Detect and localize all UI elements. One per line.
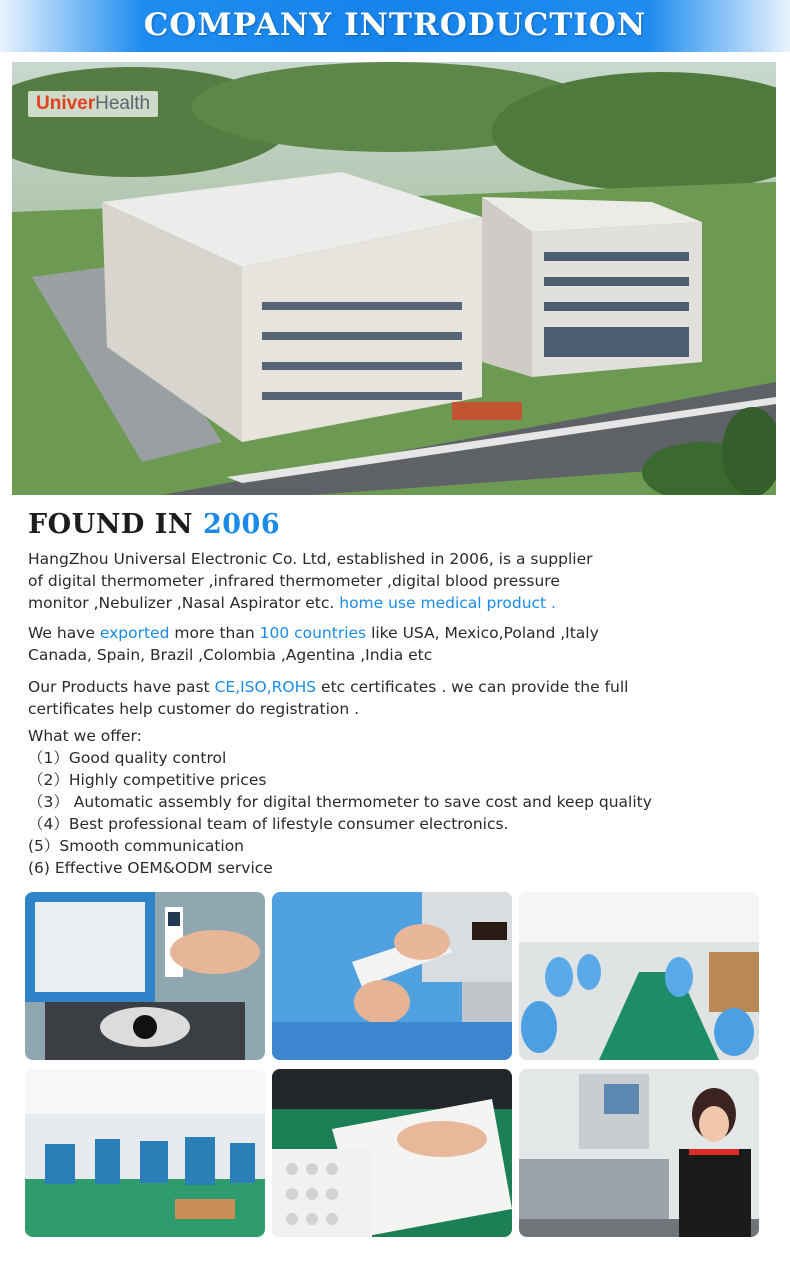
certs-text-2: etc certificates . we can provide the full [316, 678, 629, 696]
certs-line-1 [28, 676, 748, 698]
factory-floor-photo [25, 1069, 265, 1237]
offer-item: （3） Automatic assembly for digital thermometer to save cost and keep quality [28, 793, 652, 811]
certs-highlight: CE,ISO,ROHS [214, 678, 317, 696]
intro-line-1: HangZhou Universal Electronic Co. Ltd, established in 2006, is a supplier [28, 550, 593, 568]
export-text-3: like USA, Mexico,Poland ,Italy [366, 624, 599, 642]
assembly-hands-photo [272, 892, 512, 1060]
found-in-year: 2006 [202, 509, 281, 540]
export-line-2: Canada, Spain, Brazil ,Colombia ,Agentina ,India etc [28, 646, 433, 664]
offer-item: (6) Effective OEM&ODM service [28, 859, 273, 877]
offer-item: （1）Good quality control [28, 749, 227, 767]
packaging-tray-photo [272, 1069, 512, 1237]
offer-list [28, 725, 748, 879]
thermometer-testing-photo [25, 892, 265, 1060]
found-in-heading [28, 509, 280, 540]
logo-part2: Health [95, 93, 151, 114]
intro-line-3-highlight: home use medical product . [339, 594, 556, 612]
offer-item: （2）Highly competitive prices [28, 771, 267, 789]
export-highlight-exported: exported [99, 624, 170, 642]
certs-text-1: Our Products have past [28, 678, 215, 696]
intro-paragraph [28, 548, 748, 614]
univerhealth-logo [28, 91, 158, 117]
intro-line-3-text: monitor ,Nebulizer ,Nasal Aspirator etc. [28, 594, 340, 612]
factory-building-photo [12, 62, 776, 495]
logo-part1: Univer [36, 93, 96, 114]
offer-item: (5）Smooth communication [28, 837, 245, 855]
certs-paragraph [28, 676, 748, 720]
found-in-label: FOUND IN [28, 509, 194, 540]
export-text-1: We have [28, 624, 100, 642]
machine-operator-photo [519, 1069, 759, 1237]
offer-item: （4）Best professional team of lifestyle consumer electronics. [28, 815, 509, 833]
banner-title: COMPANY INTRODUCTION [143, 7, 647, 43]
intro-line-2: of digital thermometer ,infrared thermometer ,digital blood pressure [28, 572, 560, 590]
export-highlight-countries: 100 countries [259, 624, 367, 642]
certs-line-2: certificates help customer do registration . [28, 700, 360, 718]
intro-line-3 [28, 592, 748, 614]
export-text-2: more than [169, 624, 260, 642]
offer-title: What we offer: [28, 727, 142, 745]
export-line-1 [28, 622, 748, 644]
production-line-photo [519, 892, 759, 1060]
export-paragraph [28, 622, 748, 666]
title-banner [0, 0, 790, 52]
